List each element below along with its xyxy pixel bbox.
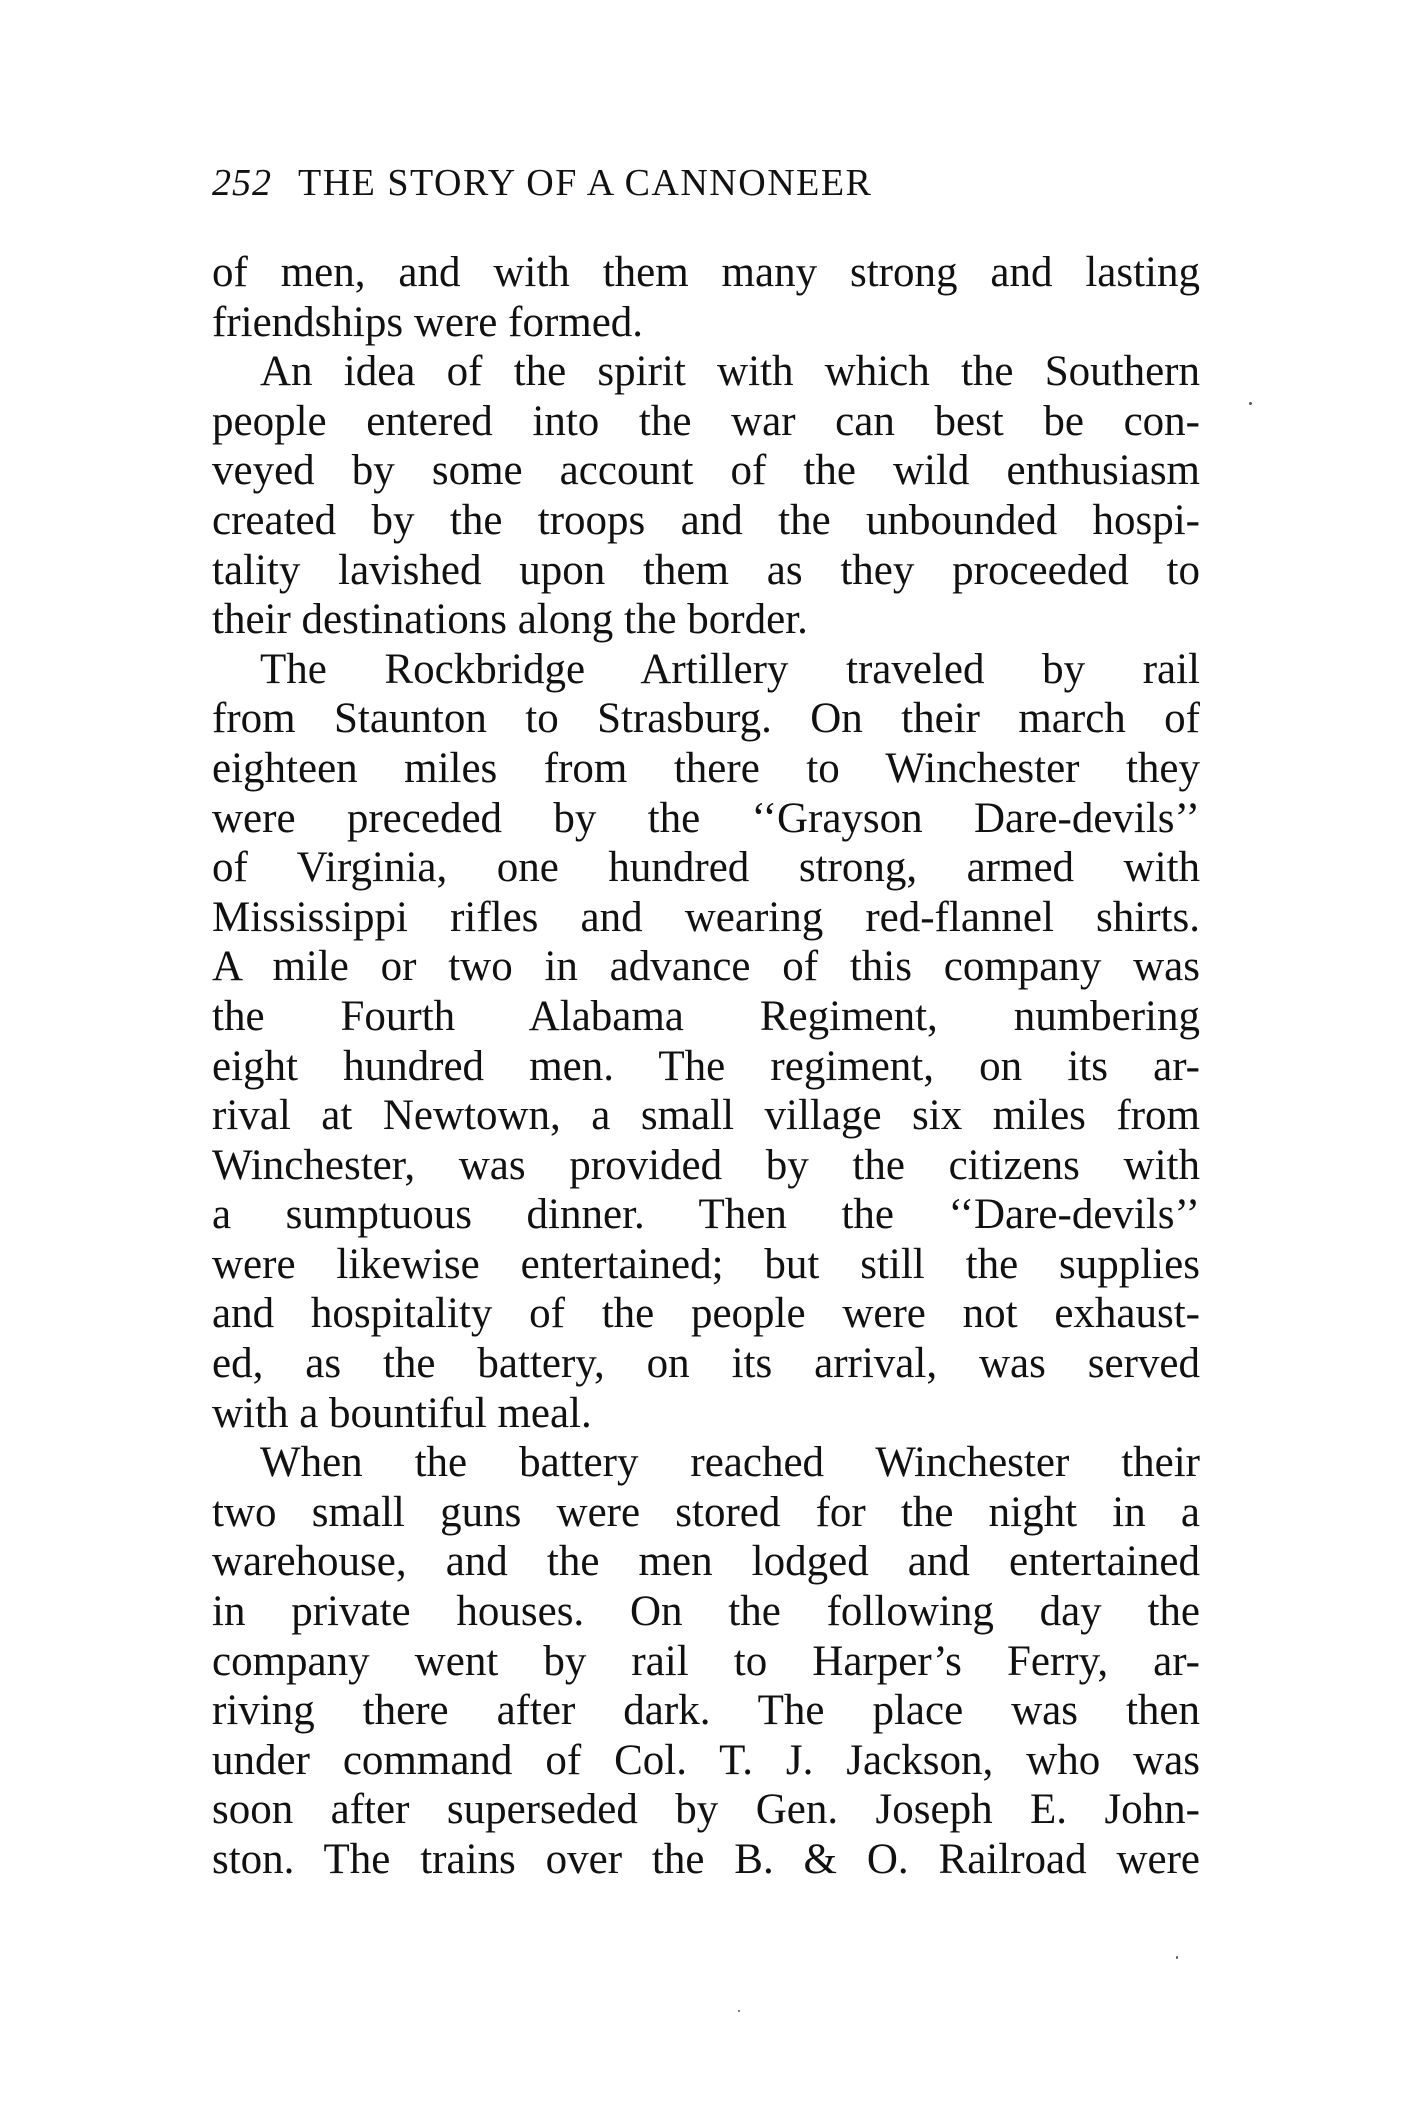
text-line: of men, and with them many strong and lasting xyxy=(212,249,1200,296)
text-line: their destinations along the border. xyxy=(212,596,808,644)
text-line: friendships were formed. xyxy=(212,298,644,346)
text-line: were likewise entertained; but still the supplies xyxy=(212,1240,1200,1288)
text-line: riving there after dark. The place was then xyxy=(212,1687,1200,1735)
text-line: from Staunton to Strasburg. On their march of xyxy=(212,695,1200,743)
page-number: 252 xyxy=(212,162,272,204)
text-line: of Virginia, one hundred strong, armed with xyxy=(212,844,1200,892)
text-line: soon after superseded by Gen. Joseph E. John- xyxy=(212,1786,1200,1834)
paper-speck xyxy=(1249,402,1252,405)
text-line: and hospitality of the people were not exhaust- xyxy=(212,1290,1200,1338)
text-line: rival at Newtown, a small village six miles from xyxy=(212,1092,1200,1140)
body-text xyxy=(212,248,1200,1885)
text-line: the Fourth Alabama Regiment, numbering xyxy=(212,992,1200,1040)
text-line: tality lavished upon them as they proceeded to xyxy=(212,546,1200,594)
running-head xyxy=(212,158,1202,208)
text-line: eighteen miles from there to Winchester they xyxy=(212,744,1200,792)
paper-speck xyxy=(1176,1956,1178,1959)
text-line: veyed by some account of the wild enthusiasm xyxy=(212,447,1200,495)
text-line: under command of Col. T. J. Jackson, who was xyxy=(212,1736,1200,1784)
text-line: ston. The trains over the B. & O. Railroad were xyxy=(212,1836,1200,1883)
text-line: two small guns were stored for the night in a xyxy=(212,1488,1200,1536)
text-line: An idea of the spirit with which the Southern xyxy=(260,348,1200,396)
book-title: THE STORY OF A CANNONEER xyxy=(298,162,873,204)
text-line: ed, as the battery, on its arrival, was served xyxy=(212,1340,1200,1388)
text-line: people entered into the war can best be con- xyxy=(212,397,1200,445)
text-line: A mile or two in advance of this company was xyxy=(212,943,1200,991)
text-line: with a bountiful meal. xyxy=(212,1389,592,1437)
text-line: The Rockbridge Artillery traveled by rail xyxy=(260,645,1200,693)
text-line: warehouse, and the men lodged and entertained xyxy=(212,1538,1200,1586)
text-line: eight hundred men. The regiment, on its ar- xyxy=(212,1042,1200,1090)
paper-speck xyxy=(738,2010,740,2012)
text-line: a sumptuous dinner. Then the ‘‘Dare-devils’’ xyxy=(212,1191,1200,1239)
text-line: Mississippi rifles and wearing red-flannel shirts. xyxy=(212,893,1200,941)
text-line: Winchester, was provided by the citizens with xyxy=(212,1141,1200,1189)
text-line: company went by rail to Harper’s Ferry, ar- xyxy=(212,1637,1200,1685)
text-line: When the battery reached Winchester their xyxy=(260,1439,1200,1487)
text-line: were preceded by the ‘‘Grayson Dare-devils’’ xyxy=(212,794,1200,842)
text-line: created by the troops and the unbounded hospi- xyxy=(212,496,1200,544)
text-line: in private houses. On the following day the xyxy=(212,1588,1200,1636)
